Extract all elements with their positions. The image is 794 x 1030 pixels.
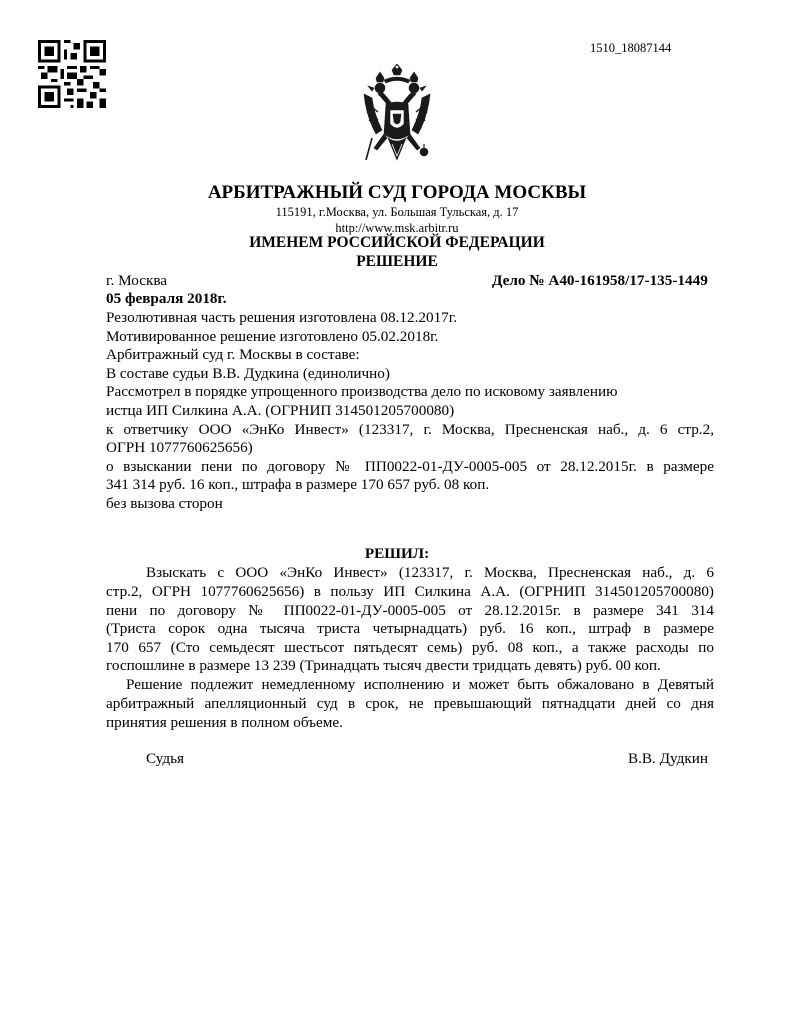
judge-name: В.В. Дудкин [628,750,709,767]
intro-line: истца ИП Силкина А.А. (ОГРНИП 314501205700080) [106,402,455,419]
appeal-line: принятия решения в полном объеме. [106,714,343,731]
document-type-heading: РЕШЕНИЕ [356,253,438,270]
document-id: 1510_18087144 [590,41,672,55]
case-number: Дело № А40-161958/17-135-1449 [492,272,708,289]
russian-coat-of-arms-icon [362,64,432,168]
in-the-name-heading: ИМЕНЕМ РОССИЙСКОЙ ФЕДЕРАЦИИ [249,234,545,251]
decision-date: 05 февраля 2018г. [106,290,227,307]
decision-line: Взыскать с ООО «ЭнКо Инвест» (123317, г. Москва, Пресненская наб., д. 6 [146,564,714,581]
qr-code-icon [38,40,106,108]
intro-line: Резолютивная часть решения изготовлена 08.12.2017г. [106,309,458,326]
claim-line: 341 314 руб. 16 коп., штрафа в размере 170 657 руб. 08 коп. [106,476,490,493]
court-name: АРБИТРАЖНЫЙ СУД ГОРОДА МОСКВЫ [207,182,587,203]
decision-line: пени по договору № ПП0022-01-ДУ-0005-005 от 28.12.2015г. в размере 341 314 [106,602,714,619]
decision-line: стр.2, ОГРН 1077760625656) в пользу ИП Силкина А.А. (ОГРНИП 314501205700080) [106,583,714,600]
decision-line: госпошлине в размере 13 239 (Тринадцать тысяч двести тридцать девять) руб. 00 коп. [106,657,661,674]
court-address: 115191, г.Москва, ул. Большая Тульская, д. 17 [275,205,519,219]
decision-line: (Триста сорок одна тысяча триста четырнадцать) руб. 16 коп., штраф в размере [106,620,714,637]
respondent-line: ОГРН 1077760625656) [106,439,253,456]
intro-line: В составе судьи В.В. Дудкина (единолично) [106,365,390,382]
intro-line: Арбитражный суд г. Москвы в составе: [106,346,360,363]
intro-line: Мотивированное решение изготовлено 05.02.2018г. [106,328,439,345]
claim-line: о взыскании пени по договору № ПП0022-01-ДУ-0005-005 от 28.12.2015г. в размере [106,458,714,475]
no-parties-line: без вызова сторон [106,495,223,512]
city: г. Москва [106,272,168,289]
appeal-line: Решение подлежит немедленному исполнению и может быть обжаловано в Девятый [126,676,714,693]
respondent-line: к ответчику ООО «ЭнКо Инвест» (123317, г. Москва, Пресненская наб., д. 6 стр.2, [106,421,714,438]
decided-heading: РЕШИЛ: [364,545,430,562]
appeal-line: арбитражный апелляционный суд в срок, не превышающий пятнадцати дней со дня [106,695,714,712]
court-url: http://www.msk.arbitr.ru [335,221,459,235]
intro-line: Рассмотрел в порядке упрощенного производства дело по исковому заявлению [106,383,618,400]
judge-label: Судья [146,750,185,767]
decision-line: 170 657 (Сто семьдесят шестьсот пятьдесят семь) руб. 08 коп., а также расходы по [106,639,714,656]
